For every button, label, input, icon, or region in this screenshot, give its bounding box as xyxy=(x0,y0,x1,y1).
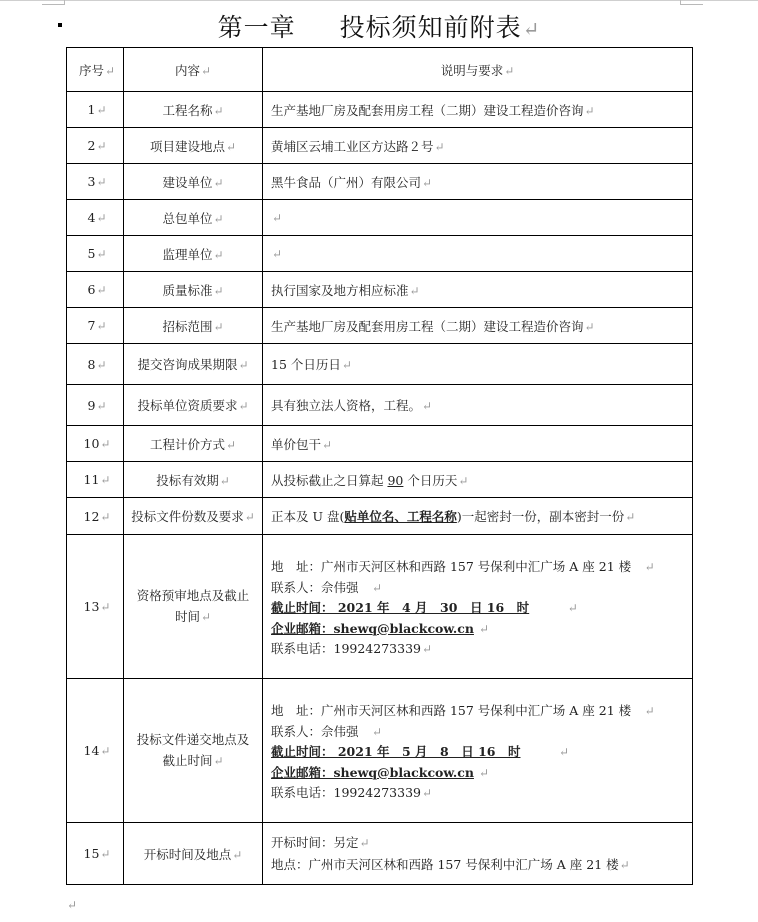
paragraph-mark-icon: ↵ xyxy=(522,17,541,41)
table-row: 8↵ 提交咨询成果期限↵ 15 个日历日↵ xyxy=(67,344,693,385)
submission-deadline: 截止时间： 2021 年 5 月 8 日 16 时 xyxy=(271,744,521,760)
table-row: 15↵ 开标时间及地点↵ 开标时间：另定↵ 地点：广州市天河区林和西路 157 号保利中汇广场 A 座 21 楼↵ xyxy=(67,823,693,885)
page-corner-mark-right xyxy=(680,0,703,5)
table-row: 10↵ 工程计价方式↵ 单价包干↵ xyxy=(67,426,693,462)
prequalification-deadline: 截止时间： 2021 年 4 月 30 日 16 时 xyxy=(271,600,530,616)
company-email-link[interactable]: 企业邮箱：shewq@blackcow.cn xyxy=(271,620,474,636)
page-corner-mark-left xyxy=(42,0,65,5)
table-row: 2↵ 项目建设地点↵ 黄埔区云埔工业区方达路２号↵ xyxy=(67,128,693,164)
paragraph-mark-icon: ↵ xyxy=(67,898,78,912)
table-row: 4↵ 总包单位↵ ↵ xyxy=(67,200,693,236)
table-row: 5↵ 监理单位↵ ↵ xyxy=(67,236,693,272)
table-row: 7↵ 招标范围↵ 生产基地厂房及配套用房工程（二期）建设工程造价咨询↵ xyxy=(67,308,693,344)
title-chapter: 第一章 xyxy=(217,13,296,42)
page-title xyxy=(0,8,758,44)
header-description: 说明与要求↵ xyxy=(263,48,693,92)
table-row: 13↵ 资格预审地点及截止时间↵ 地 址：广州市天河区林和西路 157 号保利中汇广场 A 座 21 楼 ↵ 联系人：佘伟强 ↵ 截止时间： 2021 年 4 月 30 日 16 时 ↵ 企业邮箱：shewq@blackcow.cn ↵ 联系电话：19924273339↵ xyxy=(67,535,693,679)
table-row: 1↵ 工程名称↵ 生产基地厂房及配套用房工程（二期）建设工程造价咨询↵ xyxy=(67,92,693,128)
label-requirement: 贴单位名、工程名称 xyxy=(344,509,457,524)
company-email-link[interactable]: 企业邮箱：shewq@blackcow.cn xyxy=(271,764,474,780)
page-top-edge xyxy=(0,0,758,1)
validity-days: 90 xyxy=(387,472,404,488)
table-row: 6↵ 质量标准↵ 执行国家及地方相应标准↵ xyxy=(67,272,693,308)
title-text: 投标须知前附表 xyxy=(339,13,522,42)
bid-instructions-table xyxy=(66,47,693,885)
table-row: 3↵ 建设单位↵ 黑牛食品（广州）有限公司↵ xyxy=(67,164,693,200)
table-row: 14↵ 投标文件递交地点及截止时间↵ 地 址：广州市天河区林和西路 157 号保利中汇广场 A 座 21 楼 ↵ 联系人：佘伟强 ↵ 截止时间： 2021 年 5 月 8 日 16 时 ↵ 企业邮箱：shewq@blackcow.cn ↵ 联系电话：19924273339↵ xyxy=(67,679,693,823)
table-row: 12↵ 投标文件份数及要求↵ 正本及 U 盘(贴单位名、工程名称)一起密封一份，副本密封一份↵ xyxy=(67,498,693,535)
table-row: 9↵ 投标单位资质要求↵ 具有独立法人资格，工程。↵ xyxy=(67,385,693,426)
table-row: 11↵ 投标有效期↵ 从投标截止之日算起 90 个日历天↵ xyxy=(67,462,693,498)
header-index: 序号↵ xyxy=(67,48,124,92)
header-content: 内容↵ xyxy=(124,48,263,92)
table-header-row xyxy=(67,48,693,92)
